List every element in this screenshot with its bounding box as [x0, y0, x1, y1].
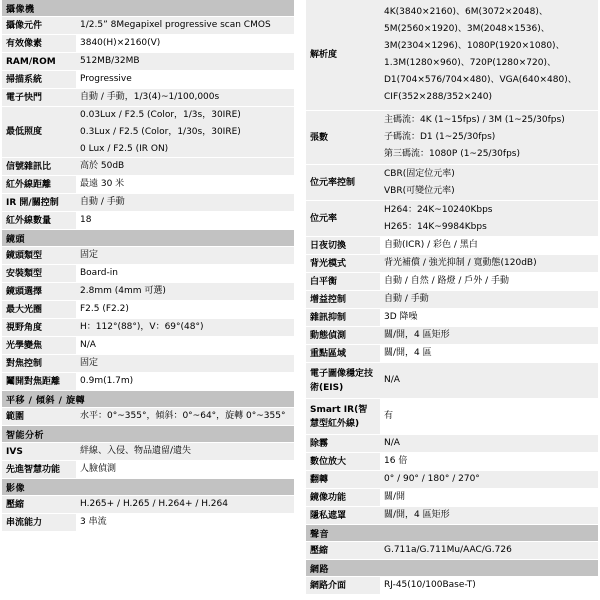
spec-row: [2, 89, 294, 107]
spec-label: 張數: [306, 111, 380, 164]
spec-value: [380, 327, 598, 344]
spec-label: 視野角度: [2, 319, 76, 336]
spec-row: [2, 176, 294, 194]
spec-label: 最低照度: [2, 107, 76, 157]
spec-value-line: CBR(固定位元率): [384, 168, 455, 179]
spec-label: 除霧: [306, 435, 380, 452]
spec-label: 最大光圈: [2, 301, 76, 318]
spec-label: 電子快門: [2, 89, 76, 106]
spec-label: 先進智慧功能: [2, 461, 76, 478]
spec-row: [306, 201, 598, 237]
spec-value: [76, 17, 294, 34]
spec-value: [76, 283, 294, 300]
spec-label: 網路介面: [306, 577, 380, 594]
spec-value: [76, 194, 294, 211]
spec-value-line: 18: [80, 215, 92, 225]
spec-row: [2, 265, 294, 283]
spec-value-line: 0.3Lux / F2.5 (Color，1/30s，30IRE): [80, 126, 241, 137]
spec-value: [76, 373, 294, 390]
spec-value-line: 512MB/32MB: [80, 56, 140, 66]
section-header: 平移 / 傾斜 / 旋轉: [2, 391, 294, 408]
spec-label: 鏡像功能: [306, 489, 380, 506]
spec-label: 光學變焦: [2, 337, 76, 354]
spec-label: 位元率控制: [306, 165, 380, 200]
spec-value-line: 固定: [80, 358, 99, 368]
spec-label: 鬮開對焦距離: [2, 373, 76, 390]
spec-value: [76, 247, 294, 264]
spec-label: 動態偵測: [306, 327, 380, 344]
spec-row: [306, 327, 598, 345]
spec-value: [380, 111, 598, 164]
spec-value: [76, 71, 294, 88]
section-header: 網路: [306, 560, 598, 577]
spec-value-line: 主碼流：4K (1~15fps) / 3M (1~25/30fps): [384, 115, 565, 125]
spec-row: [2, 301, 294, 319]
spec-row: [306, 399, 598, 435]
spec-row: [306, 0, 598, 111]
spec-row: [2, 17, 294, 35]
spec-row: [2, 107, 294, 158]
spec-row: [2, 71, 294, 89]
spec-label: 掃描系統: [2, 71, 76, 88]
spec-row: [2, 212, 294, 230]
spec-row: [306, 453, 598, 471]
spec-row: [2, 319, 294, 337]
spec-value-line: 3D 降噪: [384, 312, 418, 322]
spec-value-line: N/A: [80, 340, 96, 350]
spec-value: [76, 107, 294, 157]
spec-row: [2, 408, 294, 426]
section-header: 智能分析: [2, 426, 294, 443]
spec-row: [2, 496, 294, 514]
spec-row: [2, 53, 294, 71]
spec-label: Smart IR(智慧型紅外線): [306, 399, 380, 434]
spec-value-line: 子碼流：D1 (1~25/30fps): [384, 132, 496, 142]
spec-value-line: N/A: [384, 375, 400, 385]
spec-value-line: 關/開，4 區矩形: [384, 330, 450, 340]
spec-value-line: G.711a/G.711Mu/AAC/G.726: [384, 545, 512, 555]
section-header: 鏡頭: [2, 230, 294, 247]
spec-value-line: F2.5 (F2.2): [80, 304, 129, 314]
spec-label: IR 開/關控制: [2, 194, 76, 211]
spec-row: [306, 309, 598, 327]
spec-row: [2, 247, 294, 265]
spec-value: [380, 489, 598, 506]
spec-value: [76, 443, 294, 460]
spec-label: RAM/ROM: [2, 53, 76, 70]
spec-value: [76, 212, 294, 229]
spec-value-line: 固定: [80, 250, 99, 260]
spec-row: [2, 461, 294, 479]
spec-row: [2, 337, 294, 355]
spec-label: 白平衡: [306, 273, 380, 290]
spec-value: [76, 496, 294, 513]
spec-label: IVS: [2, 443, 76, 460]
spec-value: [380, 471, 598, 488]
spec-value-line: 關/開，4 區: [384, 348, 432, 358]
spec-value: [76, 35, 294, 52]
spec-label: 鏡頭類型: [2, 247, 76, 264]
spec-value: [76, 355, 294, 372]
spec-value: [380, 201, 598, 236]
spec-value: [380, 345, 598, 362]
spec-row: [306, 542, 598, 560]
spec-value-line: 背光補償 / 強光抑制 / 寬動態(120dB): [384, 258, 537, 268]
spec-value-line: 有: [384, 411, 394, 421]
spec-value: [380, 237, 598, 254]
section-header: 聲音: [306, 525, 598, 542]
spec-value: [76, 461, 294, 478]
spec-value-line: 1/2.5” 8Megapixel progressive scan CMOS: [80, 20, 271, 30]
spec-row: [306, 165, 598, 201]
spec-value: [76, 176, 294, 193]
spec-value: [76, 319, 294, 336]
spec-value-line: 2.8mm (4mm 可選): [80, 286, 166, 296]
spec-value-line: D1(704×576/704×480)、VGA(640×480)、: [384, 75, 577, 85]
spec-value-line: H265：14K~9984Kbps: [384, 221, 487, 232]
spec-value: [380, 0, 598, 110]
spec-row: [2, 373, 294, 391]
spec-value: [380, 309, 598, 326]
spec-value: [76, 158, 294, 175]
spec-label: 解析度: [306, 0, 380, 110]
spec-value-line: H：112°(88°)，V：69°(48°): [80, 322, 204, 332]
spec-row: [306, 237, 598, 255]
spec-value-line: CIF(352×288/352×240): [384, 92, 492, 102]
spec-value-line: RJ-45(10/100Base-T): [384, 580, 476, 590]
spec-label: 有效像素: [2, 35, 76, 52]
spec-row: [306, 255, 598, 273]
spec-value-line: 自動 / 自然 / 路燈 / 戶外 / 手動: [384, 276, 510, 286]
spec-value: [76, 89, 294, 106]
spec-value-line: 人臉偵測: [80, 464, 117, 474]
spec-value: [380, 399, 598, 434]
spec-value-line: 1.3M(1280×960)、720P(1280×720)、: [384, 58, 556, 68]
spec-value: [380, 255, 598, 272]
spec-label: 信號雜訊比: [2, 158, 76, 175]
spec-label: 翻轉: [306, 471, 380, 488]
spec-label: 增益控制: [306, 291, 380, 308]
spec-label: 紅外線數量: [2, 212, 76, 229]
spec-value-line: Progressive: [80, 74, 132, 84]
spec-label: 雜訊抑制: [306, 309, 380, 326]
spec-label: 對焦控制: [2, 355, 76, 372]
spec-row: [306, 471, 598, 489]
spec-row: [2, 443, 294, 461]
spec-value: [380, 453, 598, 470]
spec-value-line: 絆線、入侵、物品遺留/遺失: [80, 446, 192, 456]
spec-row: [306, 507, 598, 525]
spec-value-line: 0.03Lux / F2.5 (Color，1/3s，30IRE): [80, 109, 241, 120]
spec-table-right: [306, 0, 598, 600]
spec-label: 位元率: [306, 201, 380, 236]
spec-value-line: 16 倍: [384, 456, 408, 466]
spec-value: [76, 408, 294, 425]
spec-value-line: 3M(2304×1296)、1080P(1920×1080)、: [384, 41, 565, 51]
spec-row: [2, 35, 294, 53]
spec-row: [2, 194, 294, 212]
spec-value-line: VBR(可變位元率): [384, 185, 455, 196]
spec-value-line: 第三碼流：1080P (1~25/30fps): [384, 149, 520, 159]
spec-row: [2, 355, 294, 373]
spec-label: 隱私遮罩: [306, 507, 380, 524]
spec-value-line: N/A: [384, 438, 400, 448]
spec-value: [76, 301, 294, 318]
spec-label: 安裝類型: [2, 265, 76, 282]
spec-value-line: 5M(2560×1920)、3M(2048×1536)、: [384, 24, 550, 34]
spec-label: 紅外線距離: [2, 176, 76, 193]
spec-label: 鏡頭選擇: [2, 283, 76, 300]
spec-value-line: H264：24K~10240Kbps: [384, 204, 493, 215]
spec-value: [76, 53, 294, 70]
spec-value: [380, 577, 598, 594]
spec-value: [76, 265, 294, 282]
spec-value-line: 自動(ICR) / 彩色 / 黑白: [384, 240, 478, 250]
spec-value: [380, 273, 598, 290]
spec-value: [76, 514, 294, 531]
spec-value-line: 最遠 30 米: [80, 179, 125, 189]
section-header: 影像: [2, 479, 294, 496]
spec-label: 壓縮: [306, 542, 380, 559]
spec-value-line: Board-in: [80, 268, 118, 278]
spec-label: 日夜切換: [306, 237, 380, 254]
spec-value-line: H.265+ / H.265 / H.264+ / H.264: [80, 499, 228, 509]
spec-value-line: 0° / 90° / 180° / 270°: [384, 474, 480, 484]
spec-value-line: 關/開，4 區矩形: [384, 510, 450, 520]
spec-row: [2, 283, 294, 301]
spec-value: [380, 165, 598, 200]
spec-row: [306, 363, 598, 399]
spec-label: 數位放大: [306, 453, 380, 470]
spec-value-line: 自動 / 手動: [80, 197, 125, 207]
spec-row: [2, 158, 294, 176]
spec-row: [306, 291, 598, 309]
spec-table-left: [2, 0, 294, 600]
spec-value-line: 自動 / 手動: [384, 294, 429, 304]
spec-value-line: 0.9m(1.7m): [80, 376, 134, 386]
spec-label: 壓縮: [2, 496, 76, 513]
spec-value-line: 水平：0°~355°，傾斜：0°~64°，旋轉 0°~355°: [80, 411, 286, 421]
spec-value: [380, 507, 598, 524]
spec-value-line: 自動 / 手動，1/3(4)~1/100,000s: [80, 92, 220, 102]
spec-row: [2, 514, 294, 532]
spec-label: 電子圖像穩定技術(EIS): [306, 363, 380, 398]
spec-row: [306, 435, 598, 453]
spec-value-line: 3840(H)×2160(V): [80, 38, 161, 48]
section-header: 攝像機: [2, 0, 294, 17]
spec-label: 串流能力: [2, 514, 76, 531]
spec-label: 重點區域: [306, 345, 380, 362]
spec-value-line: 關/開: [384, 492, 406, 502]
spec-value: [380, 291, 598, 308]
spec-value-line: 高於 50dB: [80, 161, 125, 171]
spec-row: [306, 273, 598, 291]
spec-row: [306, 489, 598, 507]
spec-row: [306, 111, 598, 165]
spec-label: 範圍: [2, 408, 76, 425]
spec-value-line: 4K(3840×2160)、6M(3072×2048)、: [384, 7, 548, 17]
spec-value: [380, 435, 598, 452]
spec-label: 攝像元件: [2, 17, 76, 34]
spec-value-line: 3 串流: [80, 517, 107, 527]
spec-row: [306, 345, 598, 363]
spec-value: [76, 337, 294, 354]
spec-value: [380, 363, 598, 398]
spec-value: [380, 542, 598, 559]
spec-label: 背光模式: [306, 255, 380, 272]
spec-value-line: 0 Lux / F2.5 (IR ON): [80, 143, 169, 154]
spec-row: [306, 577, 598, 595]
